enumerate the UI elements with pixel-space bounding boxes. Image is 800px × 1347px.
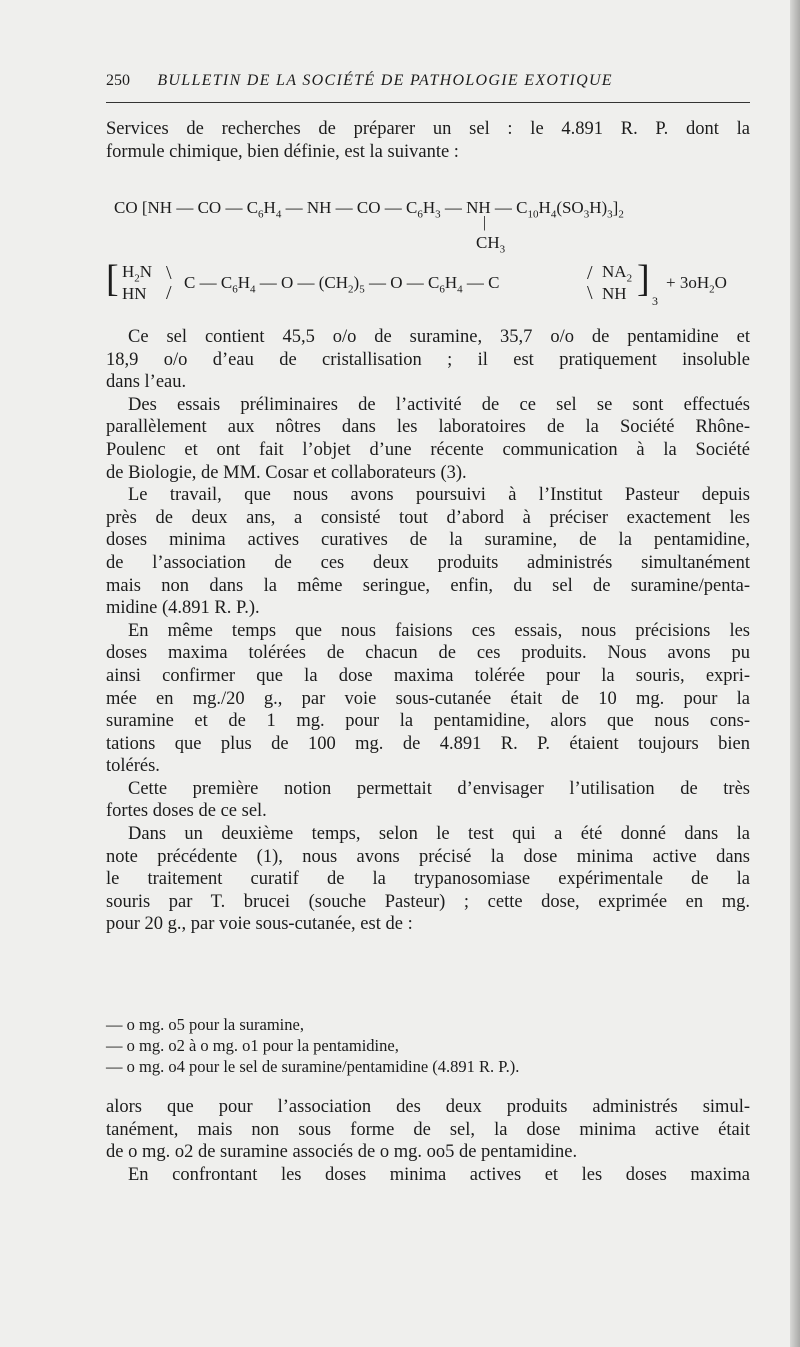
closing-text	[106, 1096, 750, 1186]
text-line: En même temps que nous faisions ces essais, nous précisions les	[128, 620, 750, 641]
formula-bracket-right: ]	[637, 258, 650, 300]
text-line: Des essais préliminaires de l’activité de ce sel se sont effectués	[128, 394, 750, 415]
page-edge	[790, 0, 800, 1347]
text-line: Poulenc et ont fait l’objet d’une récente communication à la Société	[106, 439, 750, 460]
text-line: dans l’eau.	[106, 372, 187, 393]
intro-line: formule chimique, bien définie, est la suivante :	[106, 141, 459, 162]
text-line: doses maxima tolérées de chacun de ces produits. Nous avons pu	[106, 643, 750, 664]
text-line: Le travail, que nous avons poursuivi à l’Institut Pasteur depuis	[128, 485, 750, 506]
formula-bracket-left: [	[106, 258, 119, 300]
header-rule	[106, 102, 750, 103]
text-line: doses minima actives curatives de la suramine, de la pentamidine,	[106, 530, 750, 551]
page-number: 250	[106, 72, 130, 89]
text-line: fortes doses de ce sel.	[106, 801, 267, 822]
text-line: suramine et de 1 mg. pour la pentamidine, alors que nous cons-	[106, 711, 750, 732]
text-line: tanément, mais non sous forme de sel, la dose minima active était	[106, 1119, 750, 1140]
text-line: Cette première notion permettait d’envisager l’utilisation de très	[128, 778, 750, 799]
substituent-ch3: $CH_3$	[476, 233, 506, 256]
text-line: tolérés.	[106, 756, 160, 777]
text-line: ainsi confirmer que la dose maxima tolérée pour la souris, expri-	[106, 665, 750, 686]
intro-line: Services de recherches de préparer un sel : le 4.891 R. P. dont la	[106, 119, 750, 139]
text-line: En confrontant les doses minima actives et les doses maxima	[128, 1164, 750, 1185]
journal-title: BULLETIN DE LA SOCIÉTÉ DE PATHOLOGIE EXOTIQUE	[157, 72, 613, 89]
text-line: souris par T. brucei (souche Pasteur) ; cette dose, exprimée en mg.	[106, 891, 750, 912]
dose-list	[106, 1014, 750, 1077]
dose-list-item: — o mg. o2 à o mg. o1 pour la pentamidine,	[106, 1036, 399, 1055]
dose-list-item: — o mg. o4 pour le sel de suramine/pentamidine (4.891 R. P.).	[106, 1057, 520, 1076]
text-line: 18,9 o/o d’eau de cristallisation ; il est pratiquement insoluble	[106, 349, 750, 370]
formula-water: + $3oH_2O$	[666, 273, 727, 296]
dose-list-item: — o mg. o5 pour la suramine,	[106, 1015, 304, 1034]
text-line: midine (4.891 R. P.).	[106, 598, 260, 619]
formula-line-1: CO [NH — CO — $C_6H_4$ — NH — CO — $C_6H_3$ — NH — $C_{10}H_4(SO_3H)_3]_2$	[114, 198, 624, 221]
formula-subscript-3: 3	[652, 294, 658, 308]
text-line: parallèlement aux nôtres dans les laboratoires de la Société Rhône-	[106, 417, 750, 438]
formula-amidine-bottom: HN	[122, 284, 147, 303]
body-text	[106, 326, 750, 936]
text-line: alors que pour l’association des deux produits administrés simul-	[106, 1097, 750, 1117]
text-line: Dans un deuxième temps, selon le test qui a été donné dans la	[128, 824, 750, 845]
text-line: de o mg. o2 de suramine associés de o mg. oo5 de pentamidine.	[106, 1142, 578, 1163]
formula-bond-right-top: /	[587, 262, 593, 284]
intro-text	[106, 118, 750, 163]
formula-na2: $NA_2$	[602, 262, 633, 285]
formula-bond-right-bottom: \	[587, 282, 593, 304]
text-line: mée en mg./20 g., par voie sous-cutanée était de 10 mg. pour la	[106, 688, 750, 709]
formula-nh: NH	[602, 284, 627, 303]
text-line: le traitement curatif de la trypanosomiase expérimentale de la	[106, 869, 750, 890]
text-line: de l’association de ces deux produits administrés simultanément	[106, 552, 750, 573]
formula-amidine-top: $H_2N$	[122, 262, 153, 285]
text-line: note précédente (1), nous avons précisé la dose minima active dans	[106, 846, 750, 867]
text-line: tations que plus de 100 mg. de 4.891 R. P. étaient toujours bien	[106, 733, 750, 754]
text-line: Ce sel contient 45,5 o/o de suramine, 35,7 o/o de pentamidine et	[128, 327, 750, 347]
formula-bond-top: \	[166, 262, 172, 284]
text-line: près de deux ans, a consisté tout d’abord à préciser exactement les	[106, 507, 750, 528]
formula-bond-bottom: /	[166, 282, 172, 304]
substituent-bond: |	[483, 214, 487, 231]
formula-chain: C — $C_6H_4$ — O — $(CH_2)_5$ — O — $C_6H_4$ — C	[184, 273, 500, 296]
running-header	[106, 72, 750, 90]
text-line: pour 20 g., par voie sous-cutanée, est de :	[106, 914, 413, 935]
text-line: mais non dans la même seringue, enfin, du sel de suramine/penta-	[106, 575, 750, 596]
text-line: de Biologie, de MM. Cosar et collaborateurs (3).	[106, 462, 467, 483]
